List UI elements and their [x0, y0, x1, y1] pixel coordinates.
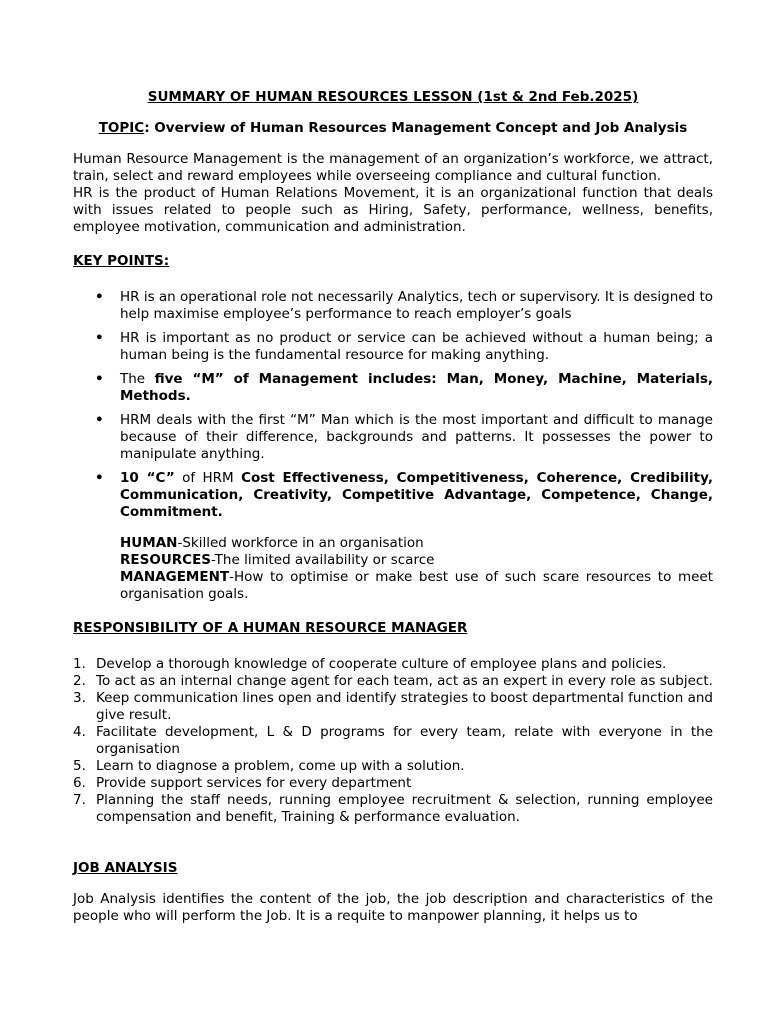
item-text: Develop a thorough knowledge of cooperate culture of employee plans and policies.	[96, 656, 667, 672]
bullet-icon: •	[95, 371, 104, 387]
key-points-list	[73, 289, 713, 521]
list-item	[73, 775, 713, 792]
definition-management	[120, 569, 713, 603]
list-item	[73, 330, 713, 364]
topic-line	[73, 120, 713, 137]
topic-label: TOPIC	[98, 120, 145, 136]
item-text: Facilitate development, L & D programs for every team, relate with everyone in the organisation	[96, 724, 713, 757]
list-item	[73, 371, 713, 405]
list-item	[73, 690, 713, 724]
key-point-mid: of HRM	[174, 470, 242, 486]
bullet-icon: •	[95, 470, 104, 486]
document-body	[73, 89, 713, 925]
item-number: 4.	[73, 724, 86, 740]
bullet-icon: •	[95, 330, 104, 346]
definition-text: -The limited availability or scarce	[211, 552, 435, 568]
definitions-block	[120, 535, 713, 603]
item-text: To act as an internal change agent for each team, act as an expert in every role as subject.	[96, 673, 713, 689]
item-text: Learn to diagnose a problem, come up with a solution.	[96, 758, 465, 774]
item-number: 6.	[73, 775, 86, 791]
definition-resources	[120, 552, 713, 569]
list-item	[73, 758, 713, 775]
list-item	[73, 673, 713, 690]
key-point-bold: five “M” of Management includes: Man, Money, Machine, Materials, Methods.	[120, 371, 713, 404]
bullet-icon: •	[95, 289, 104, 305]
definition-term: MANAGEMENT	[120, 569, 230, 585]
definition-human	[120, 535, 713, 552]
item-number: 7.	[73, 792, 86, 808]
list-item	[73, 656, 713, 673]
key-point-bold-list: Cost Effectiveness, Competitiveness, Coherence, Credibility, Communication, Creativity, Competitive Advantage, Competence, Change, Commitment.	[120, 470, 713, 520]
item-text: Provide support services for every department	[96, 775, 412, 791]
definition-term: RESOURCES	[120, 552, 212, 568]
key-point-text: HR is an operational role not necessarily Analytics, tech or supervisory. It is designed to help maximise employee’s performance to reach employer’s goals	[120, 289, 713, 322]
definition-text: -Skilled workforce in an organisation	[177, 535, 424, 551]
bullet-icon: •	[95, 412, 104, 428]
list-item	[73, 470, 713, 521]
document-title: SUMMARY OF HUMAN RESOURCES LESSON (1st & 2nd Feb.2025)	[147, 89, 639, 105]
list-item	[73, 289, 713, 323]
key-point-text: HRM deals with the first “M” Man which is the most important and difficult to manage because of their difference, backgrounds and patterns. It possesses the power to manipulate anything.	[120, 412, 713, 462]
intro-paragraph-1: Human Resource Management is the management of an organization’s workforce, we attract, train, select and reward employees while overseeing compliance and cultural function.	[73, 151, 713, 184]
definition-term: HUMAN	[120, 535, 178, 551]
item-text: Planning the staff needs, running employee recruitment & selection, running employee compensation and benefit, Training & performance evaluation.	[96, 792, 713, 825]
key-point-prefix: The	[120, 371, 155, 387]
responsibility-heading: RESPONSIBILITY OF A HUMAN RESOURCE MANAGER	[73, 620, 468, 636]
item-number: 5.	[73, 758, 86, 774]
responsibility-list	[73, 656, 713, 826]
definition-text: -How to optimise or make best use of such scare resources to meet organisation goals.	[120, 569, 713, 602]
item-text: Keep communication lines open and identify strategies to boost departmental function and give result.	[96, 690, 713, 723]
list-item	[73, 792, 713, 826]
item-number: 3.	[73, 690, 86, 706]
intro-paragraph-2: HR is the product of Human Relations Movement, it is an organizational function that deals with issues related to people such as Hiring, Safety, performance, wellness, benefits, employee motivation, communication and administration.	[73, 185, 713, 235]
key-point-text: HR is important as no product or service can be achieved without a human being; a human being is the fundamental resource for making anything.	[120, 330, 713, 363]
job-analysis-heading: JOB ANALYSIS	[73, 860, 178, 876]
job-analysis-paragraph: Job Analysis identifies the content of the job, the job description and characteristics of the people who will perform the Job. It is a requite to manpower planning, it helps us to	[73, 891, 713, 924]
list-item	[73, 412, 713, 463]
key-points-heading: KEY POINTS:	[73, 253, 170, 269]
item-number: 1.	[73, 656, 86, 672]
list-item	[73, 724, 713, 758]
key-point-bold-lead: 10 “C”	[120, 470, 175, 486]
topic-text: : Overview of Human Resources Management Concept and Job Analysis	[144, 120, 688, 136]
item-number: 2.	[73, 673, 86, 689]
